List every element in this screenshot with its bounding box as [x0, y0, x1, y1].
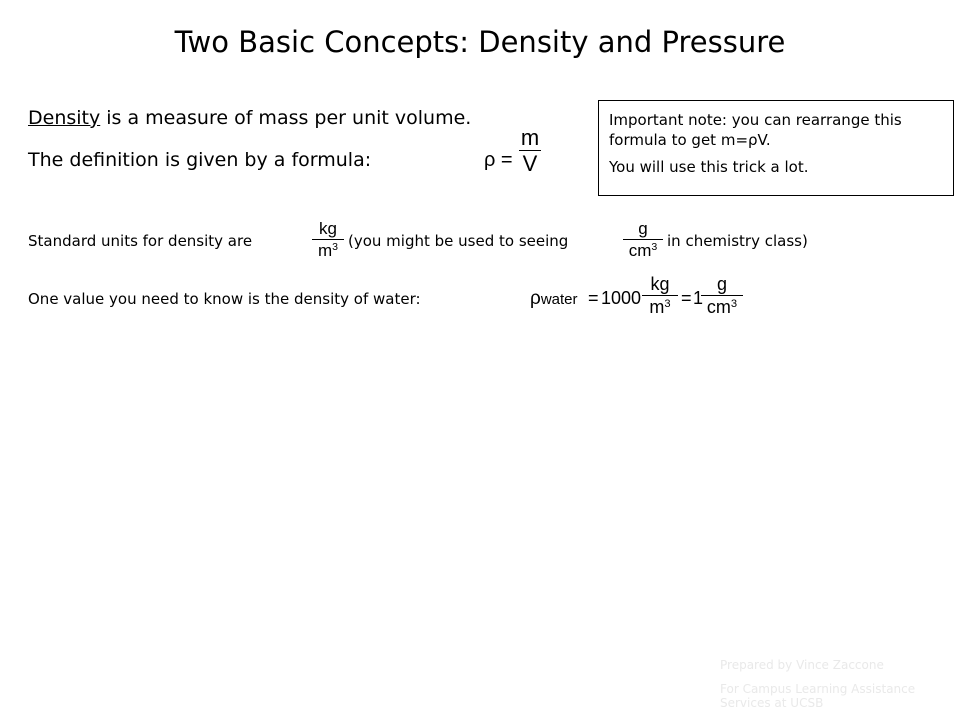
density-definition	[28, 106, 471, 130]
units-g-per-cm3	[623, 218, 663, 261]
units-middle-text: (you might be used to seeing	[348, 232, 569, 250]
water-equals-1: =	[588, 288, 599, 308]
unit-denominator-exponent: 3	[664, 297, 671, 310]
unit-denominator-base: cm	[706, 297, 731, 317]
water-unit-kg-per-m3	[642, 273, 678, 318]
water-value-1000: 1000	[601, 288, 642, 308]
density-definition-text: is a measure of mass per unit volume.	[100, 107, 472, 129]
water-density-intro: One value you need to know is the density of water:	[28, 290, 421, 308]
unit-denominator-exponent: 3	[730, 297, 738, 310]
unit-denominator-base: m	[649, 297, 665, 317]
unit-numerator: kg	[319, 219, 337, 238]
density-formula-lhs: ρ =	[484, 149, 513, 171]
units-kg-per-m3	[312, 218, 344, 261]
rho-subscript: water	[540, 291, 578, 308]
note-line-1: Important note: you can rearrange this formula to get m=ρV.	[609, 111, 902, 149]
unit-denominator-base: cm	[628, 241, 652, 260]
formula-intro: The definition is given by a formula:	[28, 149, 372, 171]
units-intro: Standard units for density are	[28, 232, 253, 250]
unit-denominator-exponent: 3	[332, 241, 339, 254]
density-term: Density	[28, 107, 101, 129]
unit-denominator	[642, 296, 678, 318]
important-note-box	[598, 100, 954, 196]
unit-denominator-base: m	[317, 241, 333, 260]
unit-denominator	[701, 296, 743, 318]
water-value-1: 1	[693, 288, 704, 308]
unit-denominator	[623, 240, 663, 261]
rho-water-symbol	[530, 287, 578, 312]
units-suffix-text: in chemistry class)	[667, 232, 808, 250]
note-line-2: You will use this trick a lot.	[609, 158, 809, 176]
footer-affiliation: For Campus Learning Assistance Services at UCSB	[720, 682, 916, 710]
water-unit-g-per-cm3	[701, 273, 743, 318]
footer-author: Prepared by Vince Zaccone	[720, 658, 884, 672]
unit-numerator: kg	[650, 274, 670, 294]
rho-symbol: ρ	[530, 288, 541, 309]
formula-numerator: m	[520, 125, 540, 150]
density-formula-fraction	[519, 125, 541, 176]
unit-numerator: g	[716, 274, 727, 294]
slide-title: Two Basic Concepts: Density and Pressure	[174, 25, 786, 59]
unit-numerator: g	[638, 219, 648, 238]
unit-denominator	[312, 240, 344, 261]
footer-credits	[720, 658, 956, 720]
formula-denominator: V	[522, 151, 538, 176]
unit-denominator-exponent: 3	[651, 241, 658, 254]
water-equals-2: =	[681, 288, 692, 308]
